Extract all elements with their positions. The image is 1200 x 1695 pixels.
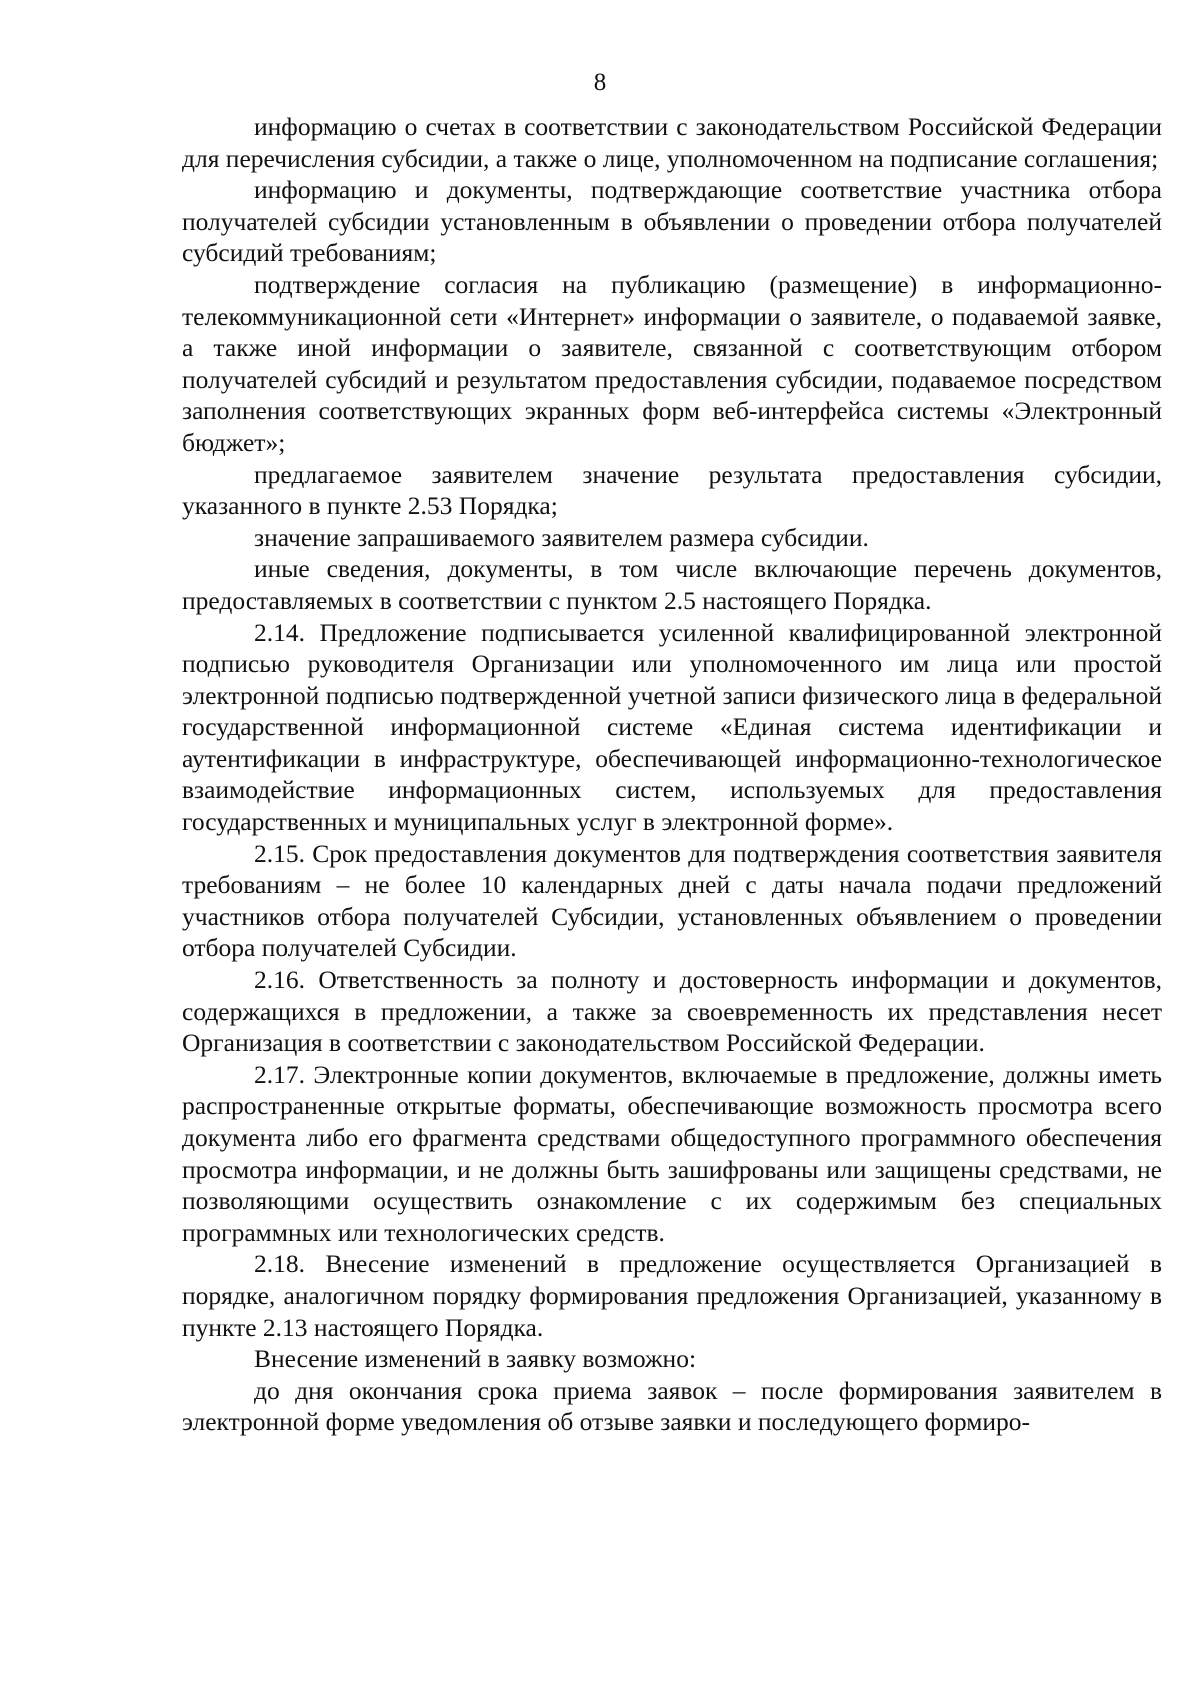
- paragraph-withdrawal-notice: до дня окончания срока приема заявок – после формирования заявителем в электронной форме уведомления об отзыве заявки и последующего формиро-: [182, 1375, 1162, 1437]
- paragraph-account-info: информацию о счетах в соответствии с законодательством Российской Федерации для перечисления субсидии, а также о лице, уполномоченном на подписание соглашения;: [182, 112, 1162, 173]
- paragraph-other-information: иные сведения, документы, в том числе включающие перечень документов, предоставляемых в соответствии с пунктом 2.5 настоящего Порядка.: [182, 554, 1162, 615]
- paragraph-2-16-responsibility: 2.16. Ответственность за полноту и достоверность информации и документов, содержащихся в предложении, а также за своевременность их представления несет Организация в соответствии с законодательством Российской Федерации.: [182, 965, 1162, 1058]
- paragraph-proposed-result: предлагаемое заявителем значение результата предоставления субсидии, указанного в пункте 2.53 Порядка;: [182, 459, 1162, 521]
- paragraph-compliance-documents: информацию и документы, подтверждающие соответствие участника отбора получателей субсидии установленным в объявлении о проведении отбора получателей субсидий требованиям;: [182, 175, 1162, 268]
- paragraph-2-14-signature: 2.14. Предложение подписывается усиленной квалифицированной электронной подписью руководителя Организации или уполномоченного им лица или простой электронной подписью подтвержденной учетной записи физического лица в федеральной государственной информационной системе «Единая система идентификации и аутентификации в инфраструктуре, обеспечивающей информационно-технологическое взаимодействие информационных систем, используемых для предоставления государственных и муниципальных услуг в электронной форме».: [182, 617, 1162, 837]
- paragraph-2-15-deadline: 2.15. Срок предоставления документов для подтверждения соответствия заявителя требованиям – не более 10 календарных дней с даты начала подачи предложений участников отбора получателей Субсидии, установленных объявлением о проведении отбора получателей Субсидии.: [182, 838, 1162, 963]
- paragraph-2-18-changes: 2.18. Внесение изменений в предложение осуществляется Организацией в порядке, аналогичном порядку формирования предложения Организацией, указанному в пункте 2.13 настоящего Порядка.: [182, 1249, 1162, 1342]
- paragraph-2-17-electronic-copies: 2.17. Электронные копии документов, включаемые в предложение, должны иметь распространенные открытые форматы, обеспечивающие возможность просмотра всего документа либо его фрагмента средствами общедоступного программного обеспечения просмотра информации, и не должны быть зашифрованы или защищены средствами, не позволяющими осуществить ознакомление с их содержимым без специальных программных или технологических средств.: [182, 1059, 1162, 1247]
- paragraph-changes-possible: Внесение изменений в заявку возможно:: [254, 1344, 697, 1374]
- document-body: [182, 111, 1162, 1438]
- page-number: 8: [593, 69, 607, 96]
- paragraph-publication-consent: подтверждение согласия на публикацию (размещение) в информационно-телекоммуникационной сети «Интернет» информации о заявителе, о подаваемой заявке, а также иной информации о заявителе, связанной с соответствующим отбором получателей субсидий и результатом предоставления субсидии, подаваемое посредством заполнения соответствующих экранных форм веб-интерфейса системы «Электронный бюджет»;: [182, 269, 1162, 457]
- paragraph-requested-amount: значение запрашиваемого заявителем размера субсидии.: [254, 522, 869, 552]
